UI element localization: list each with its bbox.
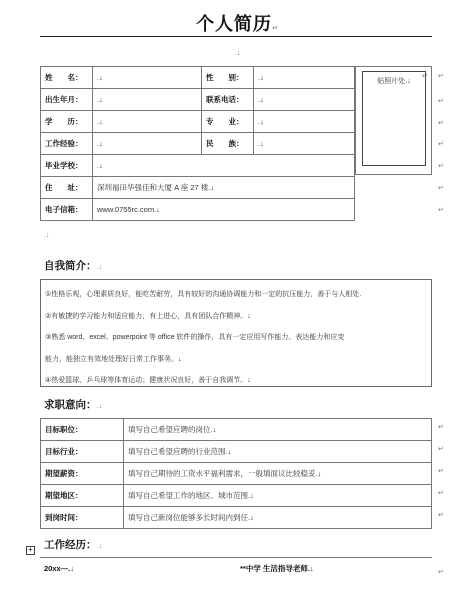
row-end-mark: ↵ xyxy=(438,73,444,80)
intro-line: ①性格乐观，心理素质良好，能吃苦耐劳，具有较好的沟通协调能力和一定的抗压能力，善于与人相处. xyxy=(45,291,362,298)
target-position-label: 目标职位： xyxy=(41,419,124,441)
table-row xyxy=(41,111,355,133)
row-end-mark: ↵ xyxy=(438,207,444,214)
resume-title: 个人简历↵ xyxy=(196,14,279,35)
row-end-mark: ↵ xyxy=(422,73,428,80)
education-label: 学 历： xyxy=(41,111,93,133)
work-history-heading: 工作经历：.↓ xyxy=(44,539,102,551)
row-end-mark: ↵ xyxy=(438,185,444,192)
title-underline xyxy=(40,36,432,37)
email-label: 电子信箱： xyxy=(41,199,93,221)
gender-value[interactable]: .↓ xyxy=(254,67,355,89)
table-move-handle-icon[interactable]: + xyxy=(26,546,35,555)
target-industry-label: 目标行业： xyxy=(41,441,124,463)
target-industry-value[interactable]: 填写自己希望应聘的行业范围.↓ xyxy=(124,441,432,463)
row-end-mark: ↵ xyxy=(438,569,444,576)
birth-label: 出生年月： xyxy=(41,89,93,111)
job-intent-table xyxy=(40,418,432,529)
table-row xyxy=(41,155,355,177)
work-position[interactable]: **中学 生活指导老师.↓ xyxy=(236,558,432,580)
row-end-mark: ↵ xyxy=(438,446,444,453)
expected-region-label: 期望地区： xyxy=(41,485,124,507)
name-label: 姓 名： xyxy=(41,67,93,89)
experience-value[interactable]: .↓ xyxy=(93,133,202,155)
paragraph-mark: .↓ xyxy=(235,50,241,57)
table-row xyxy=(40,558,432,580)
row-end-mark: ↵ xyxy=(438,490,444,497)
table-row xyxy=(41,177,355,199)
self-intro-heading: 自我简介：.↓ xyxy=(44,260,102,272)
self-intro-box xyxy=(40,279,432,387)
job-intent-heading: 求职意向：.↓ xyxy=(44,399,102,411)
expected-salary-label: 期望薪资： xyxy=(41,463,124,485)
major-label: 专 业： xyxy=(202,111,254,133)
row-end-mark: ↵ xyxy=(438,120,444,127)
photo-placeholder[interactable]: 贴照片处.↓ xyxy=(362,71,426,166)
row-end-mark: ↵ xyxy=(438,424,444,431)
name-value[interactable]: .↓ xyxy=(93,67,202,89)
row-end-mark: ↵ xyxy=(438,141,444,148)
intro-line: ④热爱篮球、乒乓球等体育运动；健康状况良好，善于自我调节。↓ xyxy=(45,377,251,384)
address-label: 住 址： xyxy=(41,177,93,199)
gender-label: 性 别： xyxy=(202,67,254,89)
row-end-mark: ↵ xyxy=(438,163,444,170)
work-period[interactable]: 20xx—.↓ xyxy=(40,558,236,580)
intro-line: ③熟悉 word、excel、powerpoint 等 office 软件的操作，具有一定应用写作能力、表达能力和应变 xyxy=(45,334,345,341)
ethnicity-value[interactable]: .↓ xyxy=(254,133,355,155)
row-end-mark: ↵ xyxy=(438,512,444,519)
table-row xyxy=(41,485,432,507)
table-row xyxy=(41,507,432,529)
table-row xyxy=(41,133,355,155)
table-row xyxy=(41,67,355,89)
start-time-value[interactable]: 填写自己新岗位能够多长时间内到任.↓ xyxy=(124,507,432,529)
ethnicity-label: 民 族： xyxy=(202,133,254,155)
intro-line: ②有敏捷的学习能力和适应能力，有上进心，具有团队合作精神。↓ xyxy=(45,312,251,320)
expected-region-value[interactable]: 填写自己希望工作的地区、城市范围.↓ xyxy=(124,485,432,507)
paragraph-mark: .↓ xyxy=(44,232,50,239)
address-value[interactable]: 深圳福田华强佳和大厦 A 座 27 楼.↓ xyxy=(93,177,355,199)
table-row xyxy=(41,463,432,485)
birth-value[interactable]: .↓ xyxy=(93,89,202,111)
table-row xyxy=(41,419,432,441)
school-label: 毕业学校： xyxy=(41,155,93,177)
work-history-table xyxy=(40,557,432,579)
phone-value[interactable]: .↓ xyxy=(254,89,355,111)
basic-info-table xyxy=(40,66,355,221)
table-row xyxy=(41,441,432,463)
school-value[interactable]: .↓ xyxy=(93,155,355,177)
phone-label: 联系电话： xyxy=(202,89,254,111)
target-position-value[interactable]: 填写自己希望应聘的岗位.↓ xyxy=(124,419,432,441)
row-end-mark: ↵ xyxy=(438,98,444,105)
major-value[interactable]: .↓ xyxy=(254,111,355,133)
start-time-label: 到岗时间： xyxy=(41,507,124,529)
table-row xyxy=(41,199,355,221)
email-value[interactable]: www.0755rc.com.↓ xyxy=(93,199,355,221)
intro-line: 能力，能独立有效地处理好日常工作事务。↓ xyxy=(45,355,182,363)
row-end-mark: ↵ xyxy=(438,468,444,475)
experience-label: 工作经验： xyxy=(41,133,93,155)
education-value[interactable]: .↓ xyxy=(93,111,202,133)
table-row xyxy=(41,89,355,111)
photo-cell xyxy=(355,66,432,175)
expected-salary-value[interactable]: 填写自己期待的工资水平福利需求，一般填面议比较稳妥.↓ xyxy=(124,463,432,485)
